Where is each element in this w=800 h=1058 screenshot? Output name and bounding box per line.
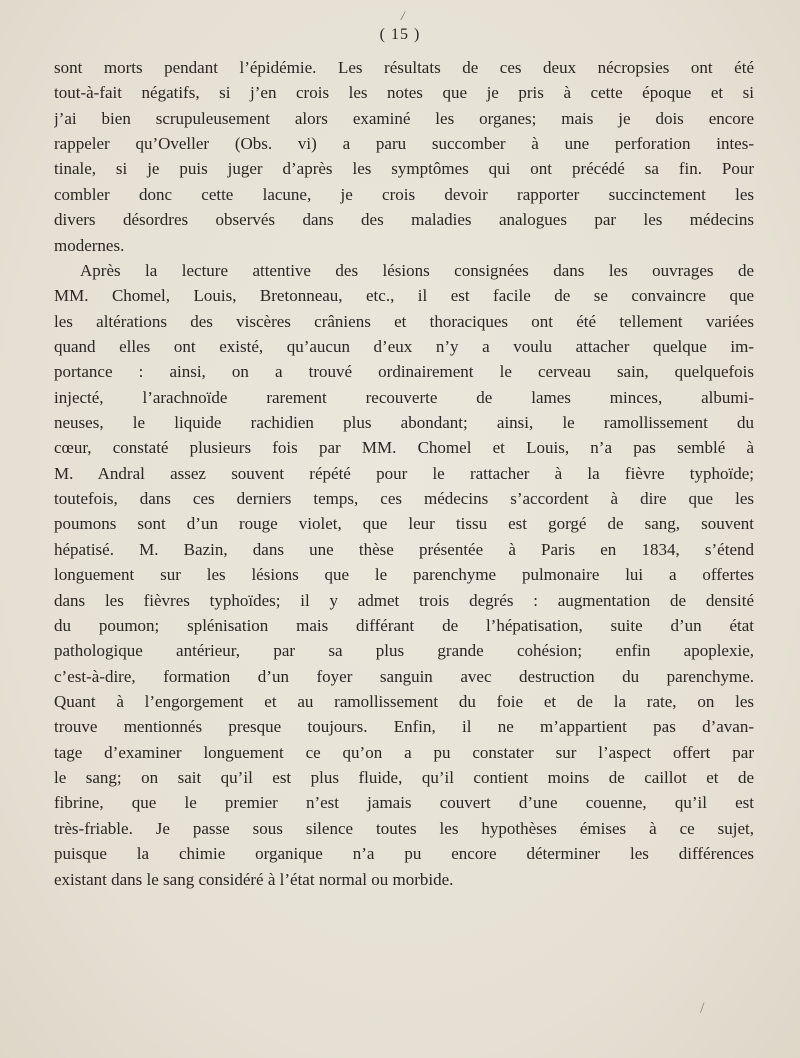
margin-mark-bottom: /: [700, 1000, 705, 1017]
text-line: injecté, l’arachnoïde rarement recouverte de lames minces, albumi-: [54, 387, 754, 407]
text-line: fibrine, que le premier n’est jamais couvert d’une couenne, qu’il est: [54, 793, 754, 813]
text-line: très-friable. Je passe sous silence toutes les hypothèses émises à ce sujet,: [54, 818, 754, 838]
body-text: [54, 55, 754, 892]
page-number: ( 15 ): [379, 26, 421, 43]
text-line: cœur, constaté plusieurs fois par MM. Chomel et Louis, n’a pas semblé à: [54, 438, 754, 458]
text-line: hépatisé. M. Bazin, dans une thèse présentée à Paris en 1834, s’étend: [54, 539, 754, 559]
text-line: neuses, le liquide rachidien plus abondant; ainsi, le ramollissement du: [54, 413, 754, 433]
text-line: du poumon; splénisation mais différant de l’hépatisation, suite d’un état: [54, 615, 754, 635]
text-line: tage d’examiner longuement ce qu’on a pu constater sur l’aspect offert par: [54, 742, 754, 762]
text-line: M. Andral assez souvent répété pour le rattacher à la fièvre typhoïde;: [54, 463, 754, 483]
text-line: modernes.: [54, 235, 125, 255]
text-line: pathologique antérieur, par sa plus grande cohésion; enfin apoplexie,: [54, 641, 754, 661]
text-line: portance : ainsi, on a trouvé ordinairement le cerveau sain, quelquefois: [54, 362, 754, 382]
text-line: Après la lecture attentive des lésions consignées dans les ouvrages de: [80, 260, 754, 280]
text-line: c’est-à-dire, formation d’un foyer sanguin avec destruction du parenchyme.: [54, 666, 754, 686]
text-line: trouve mentionnés presque toujours. Enfin, il ne m’appartient pas d’avan-: [54, 717, 754, 737]
text-line: divers désordres observés dans des maladies analogues par les médecins: [54, 210, 754, 230]
text-line: puisque la chimie organique n’a pu encore déterminer les différences: [54, 844, 754, 864]
text-line: MM. Chomel, Louis, Bretonneau, etc., il est facile de se convaincre que: [54, 286, 754, 306]
text-line: les altérations des viscères crâniens et thoraciques ont été tellement variées: [54, 311, 754, 331]
text-line: tout-à-fait négatifs, si j’en crois les notes que je pris à cette époque et si: [54, 83, 754, 103]
text-line: longuement sur les lésions que le parenchyme pulmonaire lui a offertes: [54, 565, 754, 585]
text-line: quand elles ont existé, qu’aucun d’eux n’y a voulu attacher quelque im-: [54, 336, 754, 356]
text-line: dans les fièvres typhoïdes; il y admet trois degrés : augmentation de densité: [54, 590, 754, 610]
text-line: tinale, si je puis juger d’après les symptômes qui ont précédé sa fin. Pour: [54, 159, 754, 179]
text-line: toutefois, dans ces derniers temps, ces médecins s’accordent à dire que les: [54, 489, 754, 509]
text-line: combler donc cette lacune, je crois devoir rapporter succinctement les: [54, 184, 754, 204]
text-line: rappeler qu’Oveller (Obs. vi) a paru succomber à une perforation intes-: [54, 134, 754, 154]
text-line: existant dans le sang considéré à l’état normal ou morbide.: [54, 869, 454, 889]
margin-mark-top: /: [401, 8, 405, 23]
text-line: j’ai bien scrupuleusement alors examiné les organes; mais je dois encore: [54, 108, 754, 128]
text-line: le sang; on sait qu’il est plus fluide, qu’il contient moins de caillot et de: [54, 768, 754, 788]
text-line: Quant à l’engorgement et au ramollissement du foie et de la rate, on les: [54, 691, 754, 711]
text-line: poumons sont d’un rouge violet, que leur tissu est gorgé de sang, souvent: [54, 514, 754, 534]
text-line: sont morts pendant l’épidémie. Les résultats de ces deux nécropsies ont été: [54, 58, 754, 77]
